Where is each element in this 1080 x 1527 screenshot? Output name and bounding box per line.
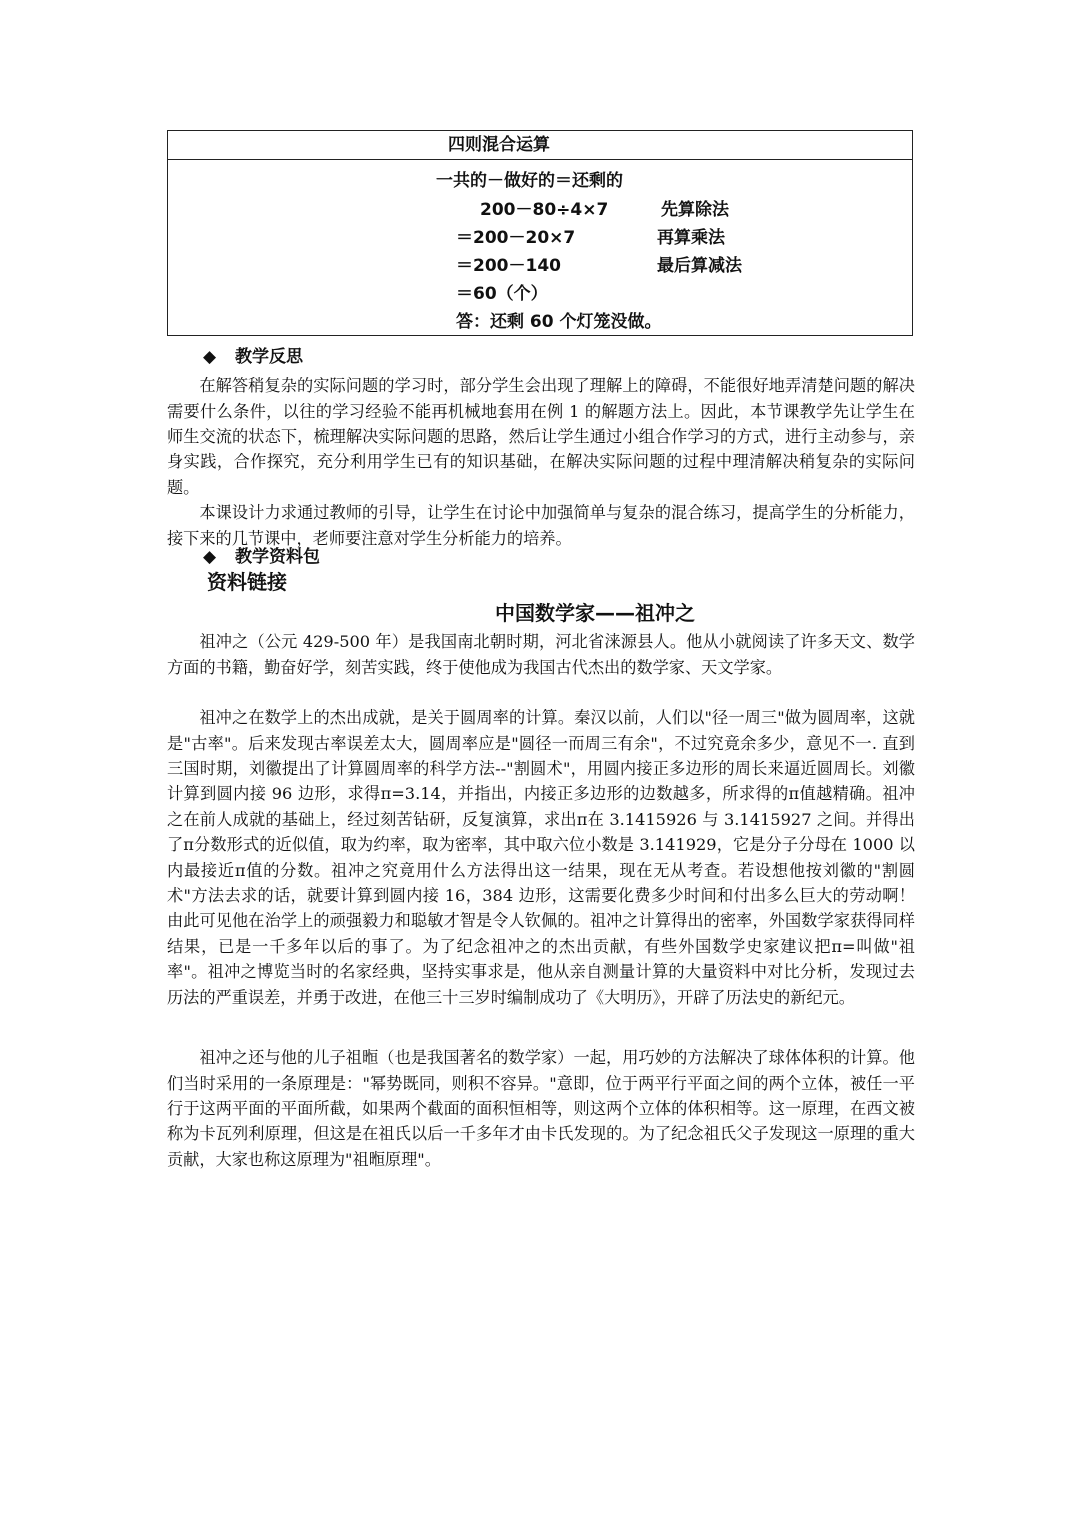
article-paragraph-1: 祖冲之（公元 429-500 年）是我国南北朝时期，河北省涞源县人。他从小就阅读了许多天文、数学方面的书籍，勤奋好学，刻苦实践，终于使他成为我国古代杰出的数学家、天文学家。 [167,632,915,677]
equation-step-1: 200－80÷4×7 [480,200,609,220]
resources-heading-text: 教学资料包 [235,547,320,567]
diamond-bullet-icon: ◆ [203,347,217,367]
article-paragraph-3: 祖冲之还与他的儿子祖暅（也是我国著名的数学家）一起，用巧妙的方法解决了球体体积的计算。他们当时采用的一条原理是："幂势既同，则积不容异。"意即，位于两平行平面之间的两个立体，被任一平行于这两平面的平面所截，如果两个截面的面积恒相等，则这两个立体的体积相等。这一原理，在西文被称为卡瓦列利原理，但这是在祖氏以后一千多年才由卡氏发现的。为了纪念祖氏父子发现这一原理的重大贡献，大家也称这原理为"祖暅原理"。 [167,1048,915,1169]
equation-step-2: ＝200－20×7 [456,228,576,248]
step-1-note: 先算除法 [661,200,729,220]
article-title: 中国数学家——祖冲之 [495,601,695,625]
equation-step-3: ＝200－140 [456,256,561,276]
reflection-paragraph-1: 在解答稍复杂的实际问题的学习时，部分学生会出现了理解上的障碍，不能很好地弄清楚问题的解决需要什么条件，以往的学习经验不能再机械地套用在例 1 的解题方法上。因此，本节课教学先让学生在师生交流的状态下，梳理解决实际问题的思路，然后让学生通过小组合作学习的方式，进行主动参与，亲身实践，合作探究，充分利用学生已有的知识基础，在解决实际问题的过程中理清解决稍复杂的实际问题。 [167,376,915,497]
equation-result: ＝60（个） [456,284,548,304]
answer-line: 答：还剩 60 个灯笼没做。 [456,312,662,332]
reflection-paragraph-2: 本课设计力求通过教师的引导，让学生在讨论中加强简单与复杂的混合练习，提高学生的分析能力，接下来的几节课中，老师要注意对学生分析能力的培养。 [167,503,915,548]
reflection-heading-text: 教学反思 [235,347,303,367]
article-paragraph-2: 祖冲之在数学上的杰出成就，是关于圆周率的计算。秦汉以前，人们以"径一周三"做为圆周率，这就是"古率"。后来发现古率误差太大，圆周率应是"圆径一而周三有余"，不过究竟余多少，意见不一. 直到三国时期，刘徽提出了计算圆周率的科学方法--"割圆术"，用圆内接正多边形的周长来逼近圆周长。刘徽计算到圆内接 96 边形，求得π=3.14，并指出，内接正多边形的边数越多，所求得的π值越精确。祖冲之在前人成就的基础上，经过刻苦钻研，反复演算，求出π在 3.1415926 与 3.1415927 之间。并得出了π分数形式的近似值，取为约率，取为密率，其中取六位小数是 3.141929，它是分子分母在 1000 以内最接近π值的分数。祖冲之究竟用什么方法得出这一结果，现在无从考查。若设想他按刘徽的"割圆术"方法去求的话，就要计算到圆内接 16，384 边形，这需要化费多少时间和付出多么巨大的劳动啊！由此可见他在治学上的顽强毅力和聪敏才智是令人钦佩的。祖冲之计算得出的密率，外国数学家获得同样结果，已是一千多年以后的事了。为了纪念祖冲之的杰出贡献，有些外国数学史家建议把π=叫做"祖率"。祖冲之博览当时的名家经典，坚持实事求是，他从亲自测量计算的大量资料中对比分析，发现过去历法的严重误差，并勇于改进，在他三十三岁时编制成功了《大明历》，开辟了历法史的新纪元。 [167,708,915,1007]
step-3-note: 最后算减法 [657,256,742,276]
resources-heading [203,542,320,567]
resource-link-heading: 资料链接 [207,570,287,594]
diamond-bullet-icon: ◆ [203,547,217,567]
step-2-note: 再算乘法 [657,228,725,248]
calculation-box [167,130,913,336]
equation-words: 一共的－做好的＝还剩的 [436,171,623,191]
box-title: 四则混合运算 [168,131,912,160]
reflection-heading [203,342,303,367]
